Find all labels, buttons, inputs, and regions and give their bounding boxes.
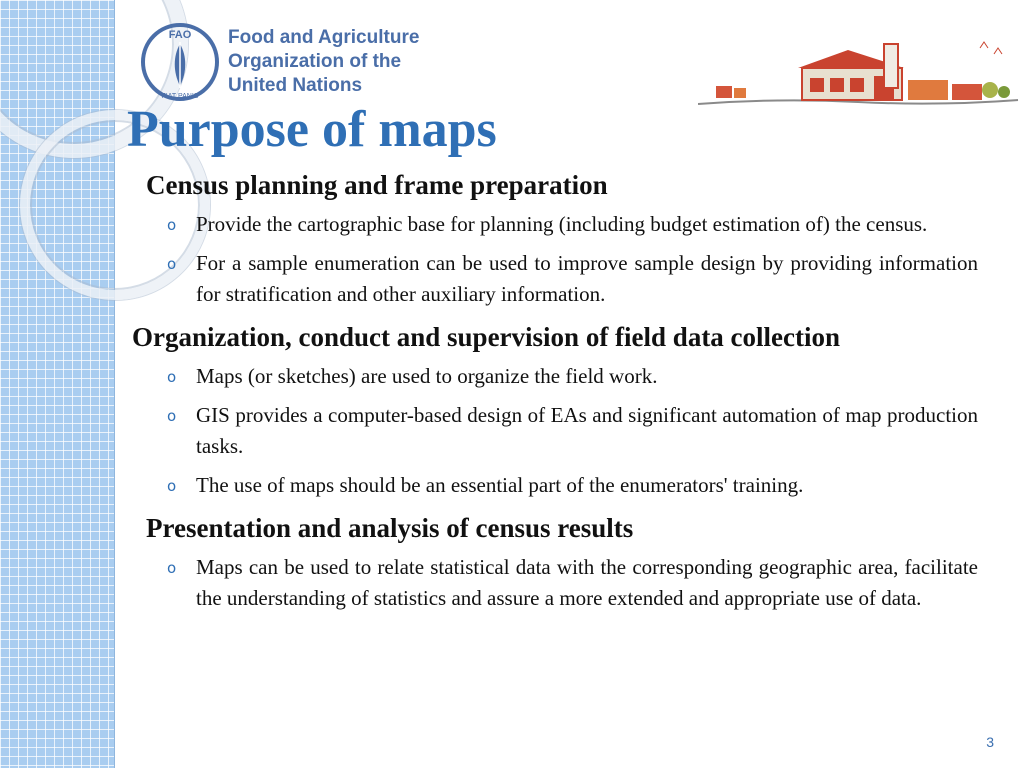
fao-logo <box>140 22 419 102</box>
page-title: Purpose of maps <box>127 101 497 158</box>
list-item-text: GIS provides a computer-based design of EAs and significant automation of map production tasks. <box>196 403 978 458</box>
list-item <box>167 248 978 310</box>
fao-emblem-icon <box>140 22 220 102</box>
bullet-list <box>132 552 978 614</box>
page-number: 3 <box>986 734 994 750</box>
list-item-text: Provide the cartographic base for planning (including budget estimation of) the census. <box>196 212 928 236</box>
list-item-text: The use of maps should be an essential part of the enumerators' training. <box>196 473 804 497</box>
section-presentation-analysis <box>132 509 978 614</box>
emblem-text: FAO <box>168 29 192 41</box>
bullet-marker: o <box>167 477 177 495</box>
section-heading: Organization, conduct and supervision of field data collection <box>132 322 841 352</box>
list-item-text: For a sample enumeration can be used to improve sample design by providing information for stratification and other auxiliary information. <box>196 251 978 306</box>
list-item <box>167 361 978 392</box>
logo-line-1: Food and Agriculture <box>228 27 420 48</box>
list-item <box>167 552 978 614</box>
list-item <box>167 470 978 501</box>
bullet-list <box>132 209 978 310</box>
section-heading: Census planning and frame preparation <box>146 170 608 200</box>
bullet-marker: o <box>167 255 177 273</box>
farm-illustration <box>698 40 1020 112</box>
bullet-marker: o <box>167 559 177 577</box>
logo-line-2: Organization of the <box>228 51 402 72</box>
bullet-list <box>132 361 978 501</box>
list-item <box>167 209 978 240</box>
slide-content <box>132 166 978 622</box>
bullet-marker: o <box>167 407 177 425</box>
logo-line-3: United Nations <box>228 75 363 96</box>
emblem-motto: FIAT PANIS <box>161 93 199 100</box>
bullet-marker: o <box>167 368 177 386</box>
section-heading: Presentation and analysis of census results <box>146 513 634 543</box>
section-field-data-collection <box>132 318 978 501</box>
list-item <box>167 400 978 462</box>
list-item-text: Maps can be used to relate statistical data with the corresponding geographic area, facilitate the understanding of statistics and assure a more extended and appropriate use of data. <box>196 555 978 610</box>
list-item-text: Maps (or sketches) are used to organize the field work. <box>196 364 658 388</box>
section-census-planning <box>132 166 978 310</box>
bullet-marker: o <box>167 216 177 234</box>
